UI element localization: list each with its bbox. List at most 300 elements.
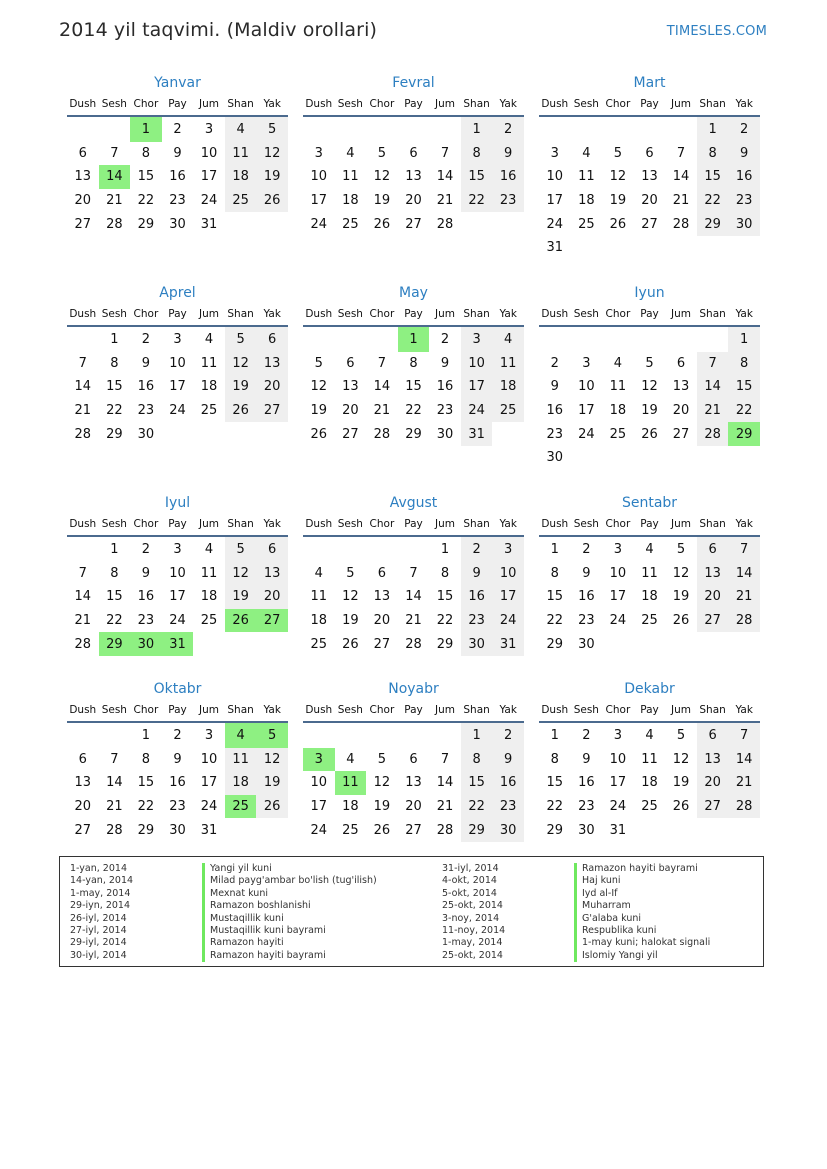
day-cell: 16 <box>169 169 186 185</box>
day-cell: 24 <box>578 426 595 442</box>
holiday-date: 3-noy, 2014 <box>442 912 500 924</box>
day-cell: 16 <box>492 771 524 795</box>
day-cell: 19 <box>672 775 690 791</box>
day-cell: 31 <box>546 240 564 256</box>
weekday-header: Dush <box>539 94 571 116</box>
day-cell: 28 <box>405 636 422 652</box>
month-block <box>303 492 524 678</box>
day-cell: 20 <box>74 799 92 815</box>
empty-cell <box>602 446 634 470</box>
day-cell: 18 <box>310 613 328 629</box>
legend-row <box>70 888 377 900</box>
day-cell: 28 <box>728 795 760 819</box>
day-cell: 4 <box>582 145 591 161</box>
weekday-header: Jum <box>193 304 225 326</box>
day-cell: 7 <box>440 751 450 767</box>
month-block <box>303 72 524 282</box>
day-cell: 30 <box>578 822 595 838</box>
day-cell: 17 <box>609 775 627 791</box>
day-cell: 4 <box>492 326 524 352</box>
day-cell: 31 <box>200 216 218 232</box>
day-cell: 10 <box>578 379 595 395</box>
empty-cell <box>398 722 430 748</box>
month-table <box>303 514 524 656</box>
legend-row <box>70 875 377 887</box>
empty-cell <box>571 236 603 260</box>
day-cell: 21 <box>106 193 123 209</box>
day-cell: 9 <box>141 355 151 371</box>
day-cell: 14 <box>436 775 454 791</box>
weekday-header: Shan <box>225 304 257 326</box>
day-cell: 15 <box>728 375 760 399</box>
day-cell: 20 <box>672 403 690 419</box>
weekday-header: Jum <box>193 514 225 536</box>
day-cell: 19 <box>373 799 391 815</box>
day-cell: 20 <box>373 613 391 629</box>
day-cell: 27 <box>74 216 92 232</box>
day-cell: 15 <box>697 165 729 189</box>
day-cell: 14 <box>373 379 391 395</box>
empty-cell <box>256 632 288 656</box>
weekday-header: Chor <box>366 94 398 116</box>
day-cell: 4 <box>225 722 257 748</box>
weekday-header: Chor <box>602 700 634 722</box>
day-cell: 26 <box>672 613 690 629</box>
day-cell: 17 <box>169 589 186 605</box>
weekday-header: Chor <box>130 304 162 326</box>
day-cell: 25 <box>225 795 257 819</box>
day-cell: 19 <box>672 589 690 605</box>
empty-cell <box>67 326 99 352</box>
day-cell: 30 <box>436 426 454 442</box>
day-cell: 29 <box>99 632 131 656</box>
day-cell: 26 <box>609 216 627 232</box>
day-cell: 10 <box>169 565 186 581</box>
month-title: Sentabr <box>621 495 678 511</box>
holiday-date: 1-may, 2014 <box>70 887 131 899</box>
holiday-date: 11-noy, 2014 <box>442 924 506 936</box>
weekday-header: Sesh <box>99 700 131 722</box>
day-cell: 28 <box>436 822 454 838</box>
empty-cell <box>602 236 634 260</box>
holiday-date: 1-yan, 2014 <box>70 863 127 874</box>
weekday-header: Dush <box>303 94 335 116</box>
day-cell: 12 <box>373 169 391 185</box>
empty-cell <box>461 212 493 236</box>
day-cell: 26 <box>373 216 391 232</box>
holiday-date: 31-iyl, 2014 <box>442 863 499 874</box>
empty-cell <box>67 536 99 562</box>
day-cell: 16 <box>137 589 155 605</box>
day-cell: 17 <box>200 169 218 185</box>
day-cell: 7 <box>110 145 119 161</box>
day-cell: 26 <box>256 795 288 819</box>
empty-cell <box>256 212 288 236</box>
month-block <box>67 492 288 678</box>
day-cell: 2 <box>728 116 760 142</box>
day-cell: 24 <box>609 799 627 815</box>
day-cell: 15 <box>546 775 564 791</box>
empty-cell <box>225 632 257 656</box>
weekday-header: Shan <box>461 700 493 722</box>
day-cell: 30 <box>130 632 162 656</box>
empty-cell <box>697 632 729 656</box>
day-cell: 29 <box>137 216 155 232</box>
day-cell: 7 <box>78 355 87 371</box>
weekday-header: Sesh <box>335 700 367 722</box>
weekday-header: Pay <box>634 304 666 326</box>
day-cell: 23 <box>728 189 760 213</box>
day-cell: 29 <box>461 818 493 842</box>
holiday-date: 29-iyl, 2014 <box>70 937 127 949</box>
weekday-header: Yak <box>728 700 760 722</box>
weekday-header: Yak <box>728 304 760 326</box>
day-cell: 6 <box>409 145 418 161</box>
day-cell: 14 <box>99 165 131 189</box>
day-cell: 3 <box>613 728 623 744</box>
weekday-header: Sesh <box>99 94 131 116</box>
day-cell: 2 <box>141 332 151 348</box>
day-cell: 16 <box>546 403 564 419</box>
month-table <box>67 700 288 842</box>
day-cell: 28 <box>106 822 123 838</box>
day-cell: 13 <box>641 169 658 185</box>
weekday-header: Dush <box>67 94 99 116</box>
day-cell: 17 <box>578 403 595 419</box>
holiday-name: Yangi yil kuni <box>202 863 272 875</box>
empty-cell <box>303 326 335 352</box>
empty-cell <box>665 326 697 352</box>
empty-cell <box>303 116 335 142</box>
day-cell: 10 <box>461 352 493 376</box>
day-cell: 8 <box>141 751 151 767</box>
day-cell: 17 <box>492 585 524 609</box>
day-cell: 18 <box>342 193 359 209</box>
day-cell: 27 <box>697 795 729 819</box>
day-cell: 9 <box>492 748 524 772</box>
weekday-header: Chor <box>602 94 634 116</box>
weekday-header: Sesh <box>335 304 367 326</box>
day-cell: 8 <box>409 355 418 371</box>
day-cell: 10 <box>609 565 627 581</box>
day-cell: 27 <box>697 609 729 633</box>
weekday-header: Pay <box>398 514 430 536</box>
day-cell: 25 <box>225 189 257 213</box>
day-cell: 13 <box>697 748 729 772</box>
day-cell: 9 <box>440 355 450 371</box>
weekday-header: Shan <box>225 514 257 536</box>
empty-cell <box>634 818 666 842</box>
day-cell: 19 <box>641 403 658 419</box>
empty-cell <box>366 722 398 748</box>
empty-cell <box>665 116 697 142</box>
day-cell: 17 <box>200 775 218 791</box>
day-cell: 26 <box>310 426 328 442</box>
day-cell: 26 <box>342 636 359 652</box>
day-cell: 12 <box>225 562 257 586</box>
day-cell: 1 <box>141 728 151 744</box>
day-cell: 7 <box>78 565 87 581</box>
empty-cell <box>571 326 603 352</box>
legend-column-left <box>70 863 377 962</box>
day-cell: 1 <box>440 542 450 558</box>
day-cell: 7 <box>377 355 387 371</box>
weekday-header: Sesh <box>571 94 603 116</box>
day-cell: 8 <box>440 565 450 581</box>
month-block <box>303 282 524 492</box>
day-cell: 3 <box>461 326 493 352</box>
weekday-header: Sesh <box>99 514 131 536</box>
day-cell: 2 <box>173 122 182 138</box>
day-cell: 7 <box>440 145 450 161</box>
day-cell: 15 <box>106 379 123 395</box>
holiday-name: Mustaqillik kuni bayrami <box>202 925 326 937</box>
day-cell: 23 <box>578 613 595 629</box>
day-cell: 14 <box>106 775 123 791</box>
day-cell: 18 <box>225 771 257 795</box>
day-cell: 30 <box>492 818 524 842</box>
day-cell: 11 <box>225 142 257 166</box>
empty-cell <box>728 236 760 260</box>
day-cell: 20 <box>256 375 288 399</box>
day-cell: 15 <box>137 169 155 185</box>
weekday-header: Dush <box>303 304 335 326</box>
day-cell: 23 <box>578 799 595 815</box>
weekday-header: Sesh <box>571 304 603 326</box>
empty-cell <box>335 326 367 352</box>
day-cell: 13 <box>672 379 690 395</box>
holiday-date: 26-iyl, 2014 <box>70 912 127 924</box>
legend-row <box>442 925 710 937</box>
empty-cell <box>162 422 194 446</box>
day-cell: 7 <box>110 751 119 767</box>
month-table <box>539 304 760 470</box>
month-table <box>67 94 288 236</box>
weekday-header: Pay <box>634 700 666 722</box>
day-cell: 20 <box>74 193 92 209</box>
day-cell: 23 <box>546 426 564 442</box>
day-cell: 3 <box>550 145 559 161</box>
legend-column-right <box>442 863 710 962</box>
legend-row <box>70 925 377 937</box>
weekday-header: Chor <box>366 514 398 536</box>
day-cell: 25 <box>342 822 359 838</box>
day-cell: 28 <box>436 216 454 232</box>
day-cell: 25 <box>641 799 658 815</box>
day-cell: 18 <box>492 375 524 399</box>
day-cell: 27 <box>256 399 288 423</box>
day-cell: 19 <box>609 193 627 209</box>
day-cell: 11 <box>200 565 218 581</box>
legend-row <box>442 950 710 962</box>
day-cell: 3 <box>204 122 214 138</box>
day-cell: 19 <box>342 613 359 629</box>
day-cell: 29 <box>106 426 123 442</box>
day-cell: 13 <box>405 169 422 185</box>
day-cell: 6 <box>409 751 418 767</box>
day-cell: 5 <box>314 355 323 371</box>
empty-cell <box>67 116 99 142</box>
day-cell: 31 <box>492 632 524 656</box>
weekday-header: Yak <box>256 94 288 116</box>
day-cell: 6 <box>346 355 355 371</box>
day-cell: 18 <box>200 589 218 605</box>
day-cell: 3 <box>204 728 214 744</box>
weekday-header: Pay <box>398 94 430 116</box>
day-cell: 26 <box>225 609 257 633</box>
weekday-header: Chor <box>130 700 162 722</box>
day-cell: 18 <box>342 799 359 815</box>
day-cell: 5 <box>225 326 257 352</box>
day-cell: 12 <box>310 379 328 395</box>
day-cell: 22 <box>697 189 729 213</box>
day-cell: 15 <box>405 379 422 395</box>
day-cell: 30 <box>546 450 564 466</box>
month-table <box>539 514 760 656</box>
day-cell: 8 <box>141 145 151 161</box>
day-cell: 14 <box>74 379 92 395</box>
day-cell: 9 <box>173 751 182 767</box>
day-cell: 8 <box>697 142 729 166</box>
weekday-header: Jum <box>193 94 225 116</box>
day-cell: 23 <box>169 193 186 209</box>
empty-cell <box>99 722 131 748</box>
empty-cell <box>335 536 367 562</box>
day-cell: 23 <box>436 403 454 419</box>
day-cell: 17 <box>310 193 328 209</box>
weekday-header: Pay <box>398 304 430 326</box>
day-cell: 20 <box>641 193 658 209</box>
holiday-date: 25-okt, 2014 <box>442 949 503 961</box>
day-cell: 13 <box>74 169 92 185</box>
weekday-header: Dush <box>67 304 99 326</box>
day-cell: 18 <box>609 403 627 419</box>
day-cell: 2 <box>582 728 591 744</box>
month-block <box>539 678 760 850</box>
weekday-header: Dush <box>303 700 335 722</box>
holiday-name: 1-may kuni; halokat signali <box>574 937 710 949</box>
weekday-header: Sesh <box>335 94 367 116</box>
weekday-header: Sesh <box>571 514 603 536</box>
month-table <box>303 700 524 842</box>
day-cell: 11 <box>335 771 367 795</box>
day-cell: 1 <box>550 542 559 558</box>
day-cell: 14 <box>436 169 454 185</box>
day-cell: 23 <box>137 403 155 419</box>
month-table <box>539 94 760 260</box>
day-cell: 20 <box>342 403 359 419</box>
day-cell: 29 <box>546 636 564 652</box>
legend-row <box>70 937 377 949</box>
holiday-date: 4-okt, 2014 <box>442 875 497 887</box>
day-cell: 5 <box>645 355 654 371</box>
weekday-header: Sesh <box>99 304 131 326</box>
day-cell: 24 <box>609 613 627 629</box>
empty-cell <box>602 326 634 352</box>
day-cell: 10 <box>200 751 218 767</box>
day-cell: 27 <box>373 636 391 652</box>
day-cell: 15 <box>461 165 493 189</box>
day-cell: 6 <box>256 536 288 562</box>
empty-cell <box>99 116 131 142</box>
day-cell: 12 <box>672 751 690 767</box>
day-cell: 27 <box>672 426 690 442</box>
empty-cell <box>366 536 398 562</box>
day-cell: 12 <box>256 142 288 166</box>
day-cell: 19 <box>225 585 257 609</box>
day-cell: 13 <box>373 589 391 605</box>
day-cell: 16 <box>578 589 595 605</box>
day-cell: 11 <box>641 565 658 581</box>
holiday-date: 14-yan, 2014 <box>70 875 134 887</box>
weekday-header: Dush <box>539 514 571 536</box>
empty-cell <box>602 116 634 142</box>
day-cell: 20 <box>697 585 729 609</box>
site-logo-link[interactable]: TIMESLES.COM <box>666 24 767 39</box>
weekday-header: Chor <box>366 304 398 326</box>
day-cell: 30 <box>169 216 186 232</box>
month-block <box>539 492 760 678</box>
day-cell: 27 <box>405 216 422 232</box>
day-cell: 14 <box>728 562 760 586</box>
day-cell: 16 <box>728 165 760 189</box>
empty-cell <box>366 326 398 352</box>
year-calendar <box>67 72 760 850</box>
day-cell: 21 <box>672 193 690 209</box>
day-cell: 9 <box>173 145 182 161</box>
day-cell: 25 <box>310 636 328 652</box>
day-cell: 11 <box>225 748 257 772</box>
day-cell: 14 <box>74 589 92 605</box>
day-cell: 8 <box>461 142 493 166</box>
day-cell: 22 <box>137 193 155 209</box>
weekday-header: Pay <box>162 700 194 722</box>
day-cell: 8 <box>550 751 559 767</box>
day-cell: 15 <box>461 771 493 795</box>
month-block <box>539 72 760 282</box>
day-cell: 27 <box>405 822 422 838</box>
day-cell: 2 <box>492 116 524 142</box>
day-cell: 26 <box>641 426 658 442</box>
month-title: Avgust <box>389 495 438 511</box>
day-cell: 24 <box>546 216 564 232</box>
day-cell: 13 <box>256 562 288 586</box>
month-title: Noyabr <box>388 681 439 697</box>
holiday-legend <box>59 856 764 967</box>
day-cell: 14 <box>405 589 422 605</box>
holiday-name: Ramazon boshlanishi <box>202 900 311 912</box>
day-cell: 6 <box>78 751 87 767</box>
month-block <box>539 282 760 492</box>
weekday-header: Yak <box>492 700 524 722</box>
day-cell: 8 <box>728 352 760 376</box>
day-cell: 17 <box>609 589 627 605</box>
day-cell: 18 <box>641 775 658 791</box>
day-cell: 7 <box>409 565 418 581</box>
empty-cell <box>665 632 697 656</box>
empty-cell <box>256 818 288 842</box>
weekday-header: Yak <box>492 94 524 116</box>
day-cell: 11 <box>200 355 218 371</box>
empty-cell <box>335 722 367 748</box>
empty-cell <box>697 326 729 352</box>
holiday-name: Milad payg'ambar bo'lish (tug'ilish) <box>202 875 377 887</box>
holiday-name: Iyd al-If <box>574 888 618 900</box>
empty-cell <box>492 422 524 446</box>
day-cell: 28 <box>373 426 391 442</box>
weekday-header: Yak <box>492 304 524 326</box>
day-cell: 27 <box>342 426 359 442</box>
